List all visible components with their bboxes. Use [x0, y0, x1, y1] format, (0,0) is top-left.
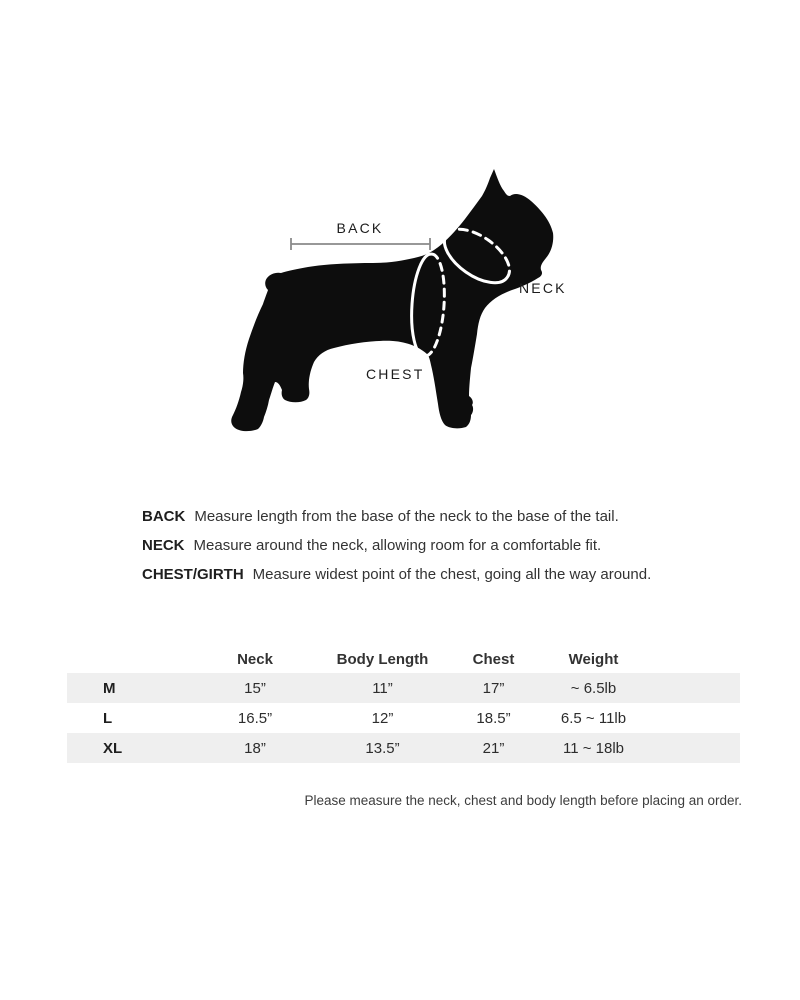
- spacer-cell: [641, 673, 740, 703]
- size-row-l: [67, 703, 740, 733]
- instruction-back: [142, 502, 762, 531]
- body-length-cell: 13.5”: [365, 739, 400, 757]
- neck-cell: 15”: [244, 679, 266, 697]
- col-header-weight: Weight: [568, 650, 619, 668]
- size-cell: XL: [103, 739, 123, 757]
- weight-cell: 11 ~ 18lb: [562, 739, 625, 757]
- instruction-term: CHEST/GIRTH: [142, 566, 244, 583]
- col-header-spacer: [641, 645, 740, 673]
- size-row-xl: [67, 733, 740, 763]
- body-length-cell: 12”: [371, 709, 394, 727]
- weight-cell: 6.5 ~ 11lb: [560, 709, 627, 727]
- instruction-term: BACK: [142, 508, 186, 525]
- chest-cell: 17”: [482, 679, 505, 697]
- neck-cell: 16.5”: [237, 709, 273, 727]
- instruction-text: Measure length from the base of the neck to the base of the tail.: [194, 508, 619, 525]
- back-label: BACK: [336, 220, 384, 236]
- back-measure-line: [291, 238, 430, 250]
- neck-label: NECK: [519, 280, 567, 296]
- col-header-neck: Neck: [237, 650, 273, 668]
- size-row-m: [67, 673, 740, 703]
- size-chart-table: [67, 645, 740, 763]
- col-header-body-length: Body Length: [336, 650, 429, 668]
- neck-cell: 18”: [244, 739, 266, 757]
- size-cell: L: [103, 709, 113, 727]
- instruction-text: Measure around the neck, allowing room for a comfortable fit.: [193, 537, 602, 554]
- spacer-cell: [641, 733, 740, 763]
- weight-cell: ~ 6.5lb: [570, 679, 617, 697]
- measure-before-order-note: Please measure the neck, chest and body length before placing an order.: [304, 793, 742, 808]
- instruction-text: Measure widest point of the chest, going all the way around.: [252, 566, 652, 583]
- size-cell: M: [103, 679, 116, 697]
- measurement-instructions: [142, 502, 762, 589]
- chest-label: CHEST: [366, 366, 425, 382]
- spacer-cell: [641, 703, 740, 733]
- chest-cell: 21”: [482, 739, 505, 757]
- col-header-chest: Chest: [472, 650, 515, 668]
- instruction-neck: [142, 531, 762, 560]
- instruction-term: NECK: [142, 537, 185, 554]
- body-length-cell: 11”: [372, 679, 393, 697]
- instruction-chest: [142, 560, 762, 589]
- dog-silhouette: [231, 169, 553, 431]
- size-chart-header-row: [67, 645, 740, 673]
- chest-cell: 18.5”: [476, 709, 511, 727]
- col-header-size: [67, 645, 186, 673]
